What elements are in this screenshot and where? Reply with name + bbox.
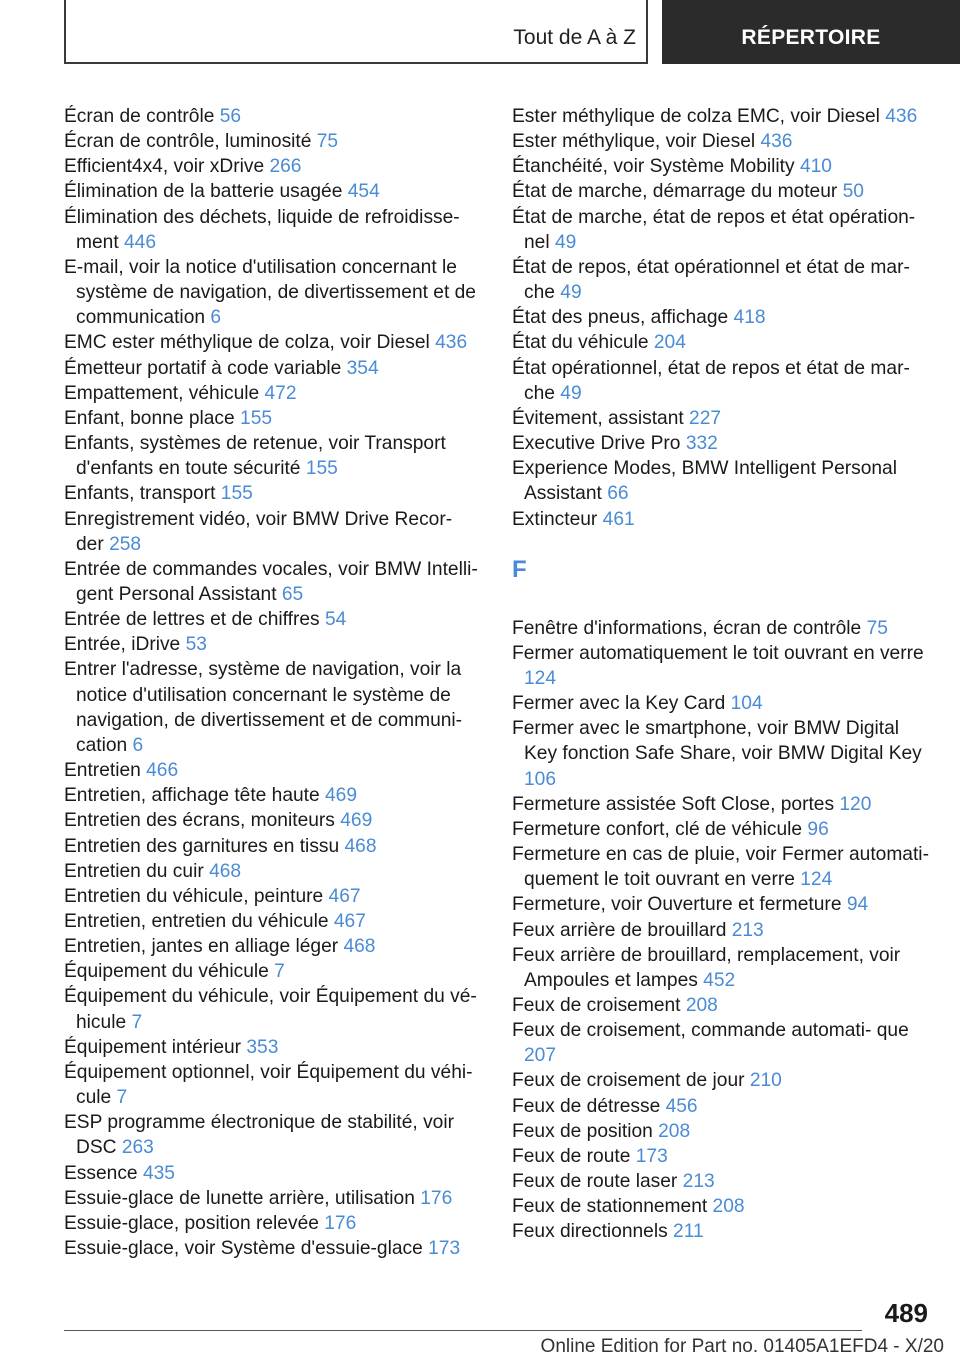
index-entry-term: Feux de détresse <box>512 1095 666 1117</box>
index-entry-term: Fermer avec la Key Card <box>512 693 731 715</box>
index-entry-page-link[interactable]: 104 <box>730 693 763 715</box>
index-entry <box>64 481 480 506</box>
index-entry-page-link[interactable]: 435 <box>142 1162 175 1184</box>
index-entry-term: Essuie-glace, position relevée <box>64 1212 325 1234</box>
index-entry-page-link[interactable]: 354 <box>346 357 379 379</box>
index-entry-page-link[interactable]: 353 <box>246 1036 279 1058</box>
index-entry-term: Feux de croisement, commande automati‐ que <box>512 1020 909 1042</box>
index-entry <box>64 783 480 808</box>
index-entry-page-link[interactable]: 204 <box>653 332 686 354</box>
index-entry-page-link[interactable]: 53 <box>185 634 207 656</box>
index-entry <box>64 884 480 909</box>
index-entry-page-link[interactable]: 210 <box>749 1070 782 1092</box>
index-entry-page-link[interactable]: 155 <box>305 458 338 480</box>
index-column-right <box>512 104 932 1245</box>
index-entry-page-link[interactable]: 452 <box>703 969 736 991</box>
index-entry-term: E-mail, voir la notice d'utilisation concernant le système de navigation, de divertissement et de communication <box>64 256 476 329</box>
index-entry-term: Empattement, véhicule <box>64 382 265 404</box>
index-entry <box>512 1119 932 1144</box>
index-entry-page-link[interactable]: 75 <box>316 131 339 153</box>
index-entry <box>64 859 480 884</box>
index-entry-term: Fermer automatiquement le toit ouvrant en verre <box>512 642 924 664</box>
index-entry <box>512 179 932 204</box>
index-entry-page-link[interactable]: 208 <box>712 1196 745 1218</box>
index-entry <box>512 792 932 817</box>
index-entry-page-link[interactable]: 436 <box>760 131 793 153</box>
index-entry <box>512 1169 932 1194</box>
index-entry-page-link[interactable]: 173 <box>428 1238 461 1260</box>
index-entry <box>64 381 480 406</box>
index-entry-term: Entrée de lettres et de chiffres <box>64 609 325 631</box>
index-entry-term: Étanchéité, voir Système Mobility <box>512 156 800 178</box>
index-entry <box>512 1068 932 1093</box>
index-entry-page-link[interactable]: 7 <box>274 961 285 983</box>
header-tab-right-rule <box>646 0 648 64</box>
index-entry-term: Émetteur portatif à code variable <box>64 357 347 379</box>
index-entry-term: Écran de contrôle, luminosité <box>64 131 317 153</box>
index-entry-page-link[interactable]: 211 <box>673 1221 704 1243</box>
index-entry <box>64 356 480 381</box>
index-entry-term: Entretien, affichage tête haute <box>64 785 325 807</box>
index-entry-term: Entretien des garnitures en tissu <box>64 835 345 857</box>
header-section-box[interactable] <box>662 0 960 64</box>
index-entry-term: Équipement du véhicule, voir Équipement du vé‐ hicule <box>64 986 477 1033</box>
index-entry-term: État des pneus, affichage <box>512 307 734 329</box>
index-entry <box>512 154 932 179</box>
index-entry <box>512 1194 932 1219</box>
index-entry <box>64 934 480 959</box>
index-entry <box>64 1236 480 1261</box>
index-entry-page-link[interactable]: 436 <box>435 332 468 354</box>
section-letter-heading: F <box>512 555 527 583</box>
header-tab-label[interactable]: Tout de A à Z <box>513 26 636 49</box>
footer-edition-text: Online Edition for Part no. 01405A1EFD4 - X/20 <box>540 1336 944 1357</box>
index-entry-page-link[interactable]: 56 <box>219 106 242 127</box>
index-entry-page-link[interactable]: 208 <box>658 1120 691 1142</box>
index-entry-term: Essuie-glace, voir Système d'essuie-glace <box>64 1238 429 1260</box>
index-entry-page-link[interactable]: 208 <box>685 995 718 1016</box>
index-entry <box>64 808 480 833</box>
header-section-label: RÉPERTOIRE <box>741 26 881 49</box>
index-entry <box>512 817 932 842</box>
index-entry <box>64 330 480 355</box>
index-entry-term: Entretien <box>64 760 147 782</box>
index-entry-term: Enfants, systèmes de retenue, voir Transport d'enfants en toute sécurité <box>64 433 446 480</box>
index-entry-term: État de repos, état opérationnel et état de mar‐ che <box>512 256 910 304</box>
index-entry-term: Feux de position <box>512 1120 659 1142</box>
index-entry-term: Entretien, entretien du véhicule <box>64 911 334 932</box>
page-number: 489 <box>884 1298 928 1328</box>
index-column-left <box>64 104 480 1261</box>
index-entry-term: Feux de stationnement <box>512 1196 713 1218</box>
index-entry <box>512 356 932 406</box>
index-entry-page-link[interactable]: 467 <box>328 885 361 907</box>
index-entry <box>64 507 480 557</box>
index-entry <box>512 129 932 154</box>
index-entry <box>64 758 480 783</box>
index-entry <box>64 607 480 632</box>
index-entry-page-link[interactable]: 176 <box>420 1187 453 1209</box>
index-entry-page-link[interactable]: 106 <box>524 768 557 790</box>
index-entry <box>512 892 932 917</box>
index-entry-page-link[interactable]: 213 <box>731 919 764 941</box>
index-entry-page-link[interactable]: 7 <box>116 1087 128 1109</box>
index-entry <box>512 406 932 431</box>
index-entry <box>512 691 932 716</box>
index-entry-page-link[interactable]: 461 <box>602 508 635 530</box>
index-entry-page-link[interactable]: 49 <box>560 282 582 304</box>
index-entry <box>64 1186 480 1211</box>
index-entry-term: Équipement du véhicule <box>64 961 275 983</box>
index-entry <box>512 104 932 129</box>
index-entry-term: Enfant, bonne place <box>64 407 241 429</box>
index-entry-term: Fermeture confort, clé de véhicule <box>512 818 808 840</box>
index-entry <box>64 1161 480 1186</box>
index-entry <box>64 557 480 607</box>
index-entry-page-link[interactable]: 467 <box>333 911 366 932</box>
index-entry-page-link[interactable]: 120 <box>839 793 872 815</box>
index-entry-page-link[interactable]: 472 <box>264 382 297 404</box>
index-entry <box>64 657 480 758</box>
index-entry <box>512 1144 932 1169</box>
index-entry-term: Élimination de la batterie usagée <box>64 181 348 203</box>
index-entry-page-link[interactable]: 124 <box>800 869 833 891</box>
index-entry-page-link[interactable]: 49 <box>560 382 582 404</box>
index-entry-term: Feux de route <box>512 1145 636 1167</box>
index-entry-term: Efficient4x4, voir xDrive <box>64 156 270 178</box>
header-tab-left-rule <box>64 0 66 64</box>
index-entry-page-link[interactable]: 173 <box>635 1145 668 1167</box>
index-entry-term: Équipement intérieur <box>64 1036 247 1058</box>
index-entry-term: Fermeture, voir Ouverture et fermeture <box>512 894 847 916</box>
index-entry-page-link[interactable]: 410 <box>799 156 832 178</box>
index-entry-page-link[interactable]: 54 <box>324 609 347 631</box>
index-entry-term: État opérationnel, état de repos et état de mar‐ che <box>512 357 910 404</box>
index-entry-page-link[interactable]: 263 <box>121 1137 154 1159</box>
index-entry-page-link[interactable]: 6 <box>132 734 144 756</box>
index-entry <box>512 305 932 330</box>
index-entry-term: Entretien, jantes en alliage léger <box>64 936 344 958</box>
index-entry <box>64 1211 480 1236</box>
index-entry <box>512 431 932 456</box>
index-entry <box>512 507 932 532</box>
index-entry-page-link[interactable]: 454 <box>347 181 380 203</box>
index-entry-page-link[interactable]: 94 <box>846 894 869 916</box>
index-entry <box>64 632 480 657</box>
index-entry-term: Feux arrière de brouillard, remplacement, voir Ampoules et lampes <box>512 944 901 991</box>
index-entry-page-link[interactable]: 469 <box>340 810 373 832</box>
index-entry-page-link[interactable]: 6 <box>210 307 222 329</box>
index-entry-term: Enregistrement vidéo, voir BMW Drive Recor‐ der <box>64 508 453 555</box>
index-entry-page-link[interactable]: 468 <box>344 835 377 857</box>
index-entry-page-link[interactable]: 96 <box>807 818 829 840</box>
index-entry <box>64 1060 480 1110</box>
index-entry-term: Feux de route laser <box>512 1171 683 1193</box>
index-entry-term: Ester méthylique, voir Diesel <box>512 131 761 153</box>
index-entry-term: Écran de contrôle <box>64 106 220 127</box>
index-entry-page-link[interactable]: 66 <box>607 483 629 505</box>
index-entry <box>64 179 480 204</box>
index-entry-page-link[interactable]: 436 <box>885 106 918 127</box>
index-entry-term: Executive Drive Pro <box>512 433 686 455</box>
index-entry <box>64 1110 480 1160</box>
index-entry-page-link[interactable]: 466 <box>146 760 179 782</box>
index-entry <box>64 205 480 255</box>
index-entry <box>64 909 480 934</box>
index-entry-term: Fermeture assistée Soft Close, portes <box>512 793 840 815</box>
index-group-e <box>512 104 932 532</box>
index-entry-term: Équipement optionnel, voir Équipement du véhi‐ cule <box>64 1061 473 1109</box>
index-entry-term: Évitement, assistant <box>512 407 690 429</box>
index-entry <box>512 842 932 892</box>
index-entry <box>64 154 480 179</box>
index-entry <box>64 104 480 129</box>
index-entry-page-link[interactable]: 207 <box>524 1045 557 1067</box>
index-entry-term: Entrée, iDrive <box>64 634 186 656</box>
index-entry <box>512 1094 932 1119</box>
index-entry <box>512 616 932 641</box>
index-entry <box>64 984 480 1034</box>
index-entry <box>64 406 480 431</box>
index-entry-term: Feux arrière de brouillard <box>512 919 732 941</box>
index-entry-term: Feux directionnels <box>512 1221 674 1243</box>
index-entry <box>64 255 480 330</box>
index-entry-page-link[interactable]: 468 <box>209 860 242 882</box>
index-entry-page-link[interactable]: 65 <box>281 583 304 605</box>
index-entry-page-link[interactable]: 227 <box>689 407 722 429</box>
index-entry-page-link[interactable]: 75 <box>866 617 888 639</box>
index-entry-page-link[interactable]: 176 <box>324 1212 357 1234</box>
index-entry <box>512 330 932 355</box>
index-entry-page-link[interactable]: 468 <box>343 936 376 958</box>
index-entry-term: État du véhicule <box>512 332 654 354</box>
index-entry-page-link[interactable]: 418 <box>733 307 766 329</box>
index-entry-term: Entretien des écrans, moniteurs <box>64 810 341 832</box>
index-entry <box>64 129 480 154</box>
index-entry <box>64 1035 480 1060</box>
index-entry-page-link[interactable]: 155 <box>220 483 253 505</box>
index-entry-page-link[interactable]: 213 <box>682 1171 715 1193</box>
header-tab-bottom-rule <box>64 62 648 64</box>
index-entry <box>64 431 480 481</box>
index-entry <box>512 641 932 691</box>
index-entry-term: Fermer avec le smartphone, voir BMW Digital Key fonction Safe Share, voir BMW Digital Key <box>512 718 922 765</box>
index-entry-page-link[interactable]: 155 <box>240 407 273 429</box>
index-entry-page-link[interactable]: 258 <box>109 533 142 555</box>
index-entry-page-link[interactable]: 446 <box>124 231 157 253</box>
index-entry-term: État de marche, état de repos et état opération‐ nel <box>512 206 916 253</box>
index-entry-term: Essence <box>64 1162 143 1184</box>
index-entry-term: EMC ester méthylique de colza, voir Diesel <box>64 332 436 354</box>
index-entry <box>64 834 480 859</box>
index-entry-term: Entrée de commandes vocales, voir BMW Intelli‐ gent Personal Assistant <box>64 558 478 605</box>
index-entry-term: Feux de croisement <box>512 995 686 1016</box>
index-entry-term: Enfants, transport <box>64 483 221 505</box>
index-entry <box>512 993 932 1018</box>
index-entry <box>512 456 932 506</box>
index-entry-page-link[interactable]: 469 <box>325 785 358 807</box>
index-entry <box>512 255 932 305</box>
index-entry-term: Entrer l'adresse, système de navigation, voir la notice d'utilisation concernant le système de navigation, de divertissement et de communi‐ cation <box>64 659 463 756</box>
index-entry-term: État de marche, démarrage du moteur <box>512 181 843 203</box>
index-entry-page-link[interactable]: 50 <box>842 181 864 203</box>
index-entry-term: Ester méthylique de colza EMC, voir Diesel <box>512 106 886 127</box>
index-entry-page-link[interactable]: 456 <box>665 1095 698 1117</box>
index-entry-page-link[interactable]: 266 <box>269 156 302 178</box>
index-entry-term: Entretien du véhicule, peinture <box>64 885 329 907</box>
index-entry-page-link[interactable]: 332 <box>685 433 718 455</box>
index-entry <box>512 205 932 255</box>
index-entry-term: Entretien du cuir <box>64 860 210 882</box>
index-entry-term: Fermeture en cas de pluie, voir Fermer automati‐ quement le toit ouvrant en verre <box>512 844 929 891</box>
index-group-f <box>512 616 932 1245</box>
index-entry-page-link[interactable]: 7 <box>131 1011 143 1033</box>
index-entry-term: Experience Modes, BMW Intelligent Personal Assistant <box>512 458 897 505</box>
index-entry-page-link[interactable]: 49 <box>554 231 577 253</box>
index-entry <box>512 918 932 943</box>
index-entry <box>512 1219 932 1244</box>
index-entry <box>512 943 932 993</box>
index-entry-term: Élimination des déchets, liquide de refroidisse‐ ment <box>64 206 460 253</box>
index-entry-term: Fenêtre d'informations, écran de contrôle <box>512 617 867 639</box>
index-entry-term: ESP programme électronique de stabilité, voir DSC <box>64 1112 454 1159</box>
index-entry-page-link[interactable]: 124 <box>524 667 557 689</box>
index-entry-term: Feux de croisement de jour <box>512 1070 750 1092</box>
index-entry <box>512 716 932 791</box>
index-entry-term: Extincteur <box>512 508 603 530</box>
index-entry <box>64 959 480 984</box>
footer-rule <box>64 1330 862 1331</box>
index-entry-term: Essuie-glace de lunette arrière, utilisation <box>64 1187 421 1209</box>
index-entry <box>512 1018 932 1068</box>
